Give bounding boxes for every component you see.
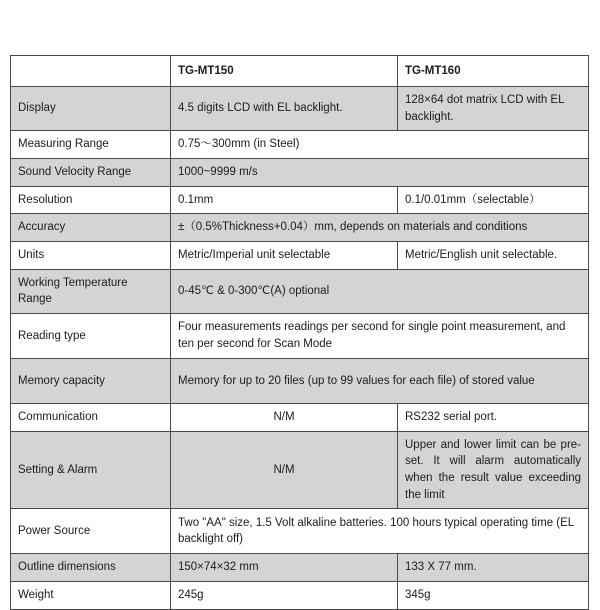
table-row xyxy=(11,159,589,187)
row-label: Units xyxy=(11,242,171,270)
table-row xyxy=(11,242,589,270)
table-row xyxy=(11,582,589,610)
row-value-model-b: 345g xyxy=(398,582,589,610)
row-value-model-b: Upper and lower limit can be pre-set. It will alarm automatically when the result value exceeding the limit xyxy=(398,431,589,509)
row-value-both-models: Four measurements readings per second for single point measurement, and ten per second for Scan Mode xyxy=(171,314,589,359)
table-row xyxy=(11,214,589,242)
row-value-model-a: 150×74×32 mm xyxy=(171,554,398,582)
row-value-model-a: 4.5 digits LCD with EL backlight. xyxy=(171,87,398,131)
row-value-model-b: 0.1/0.01mm（selectable） xyxy=(398,186,589,214)
row-label: Accuracy xyxy=(11,214,171,242)
table-row xyxy=(11,314,589,359)
row-value-model-b: Metric/English unit selectable. xyxy=(398,242,589,270)
row-label: Power Source xyxy=(11,509,171,554)
row-value-both-models: 0-45℃ & 0-300℃(A) optional xyxy=(171,269,589,313)
table-row xyxy=(11,554,589,582)
row-label: Outline dimensions xyxy=(11,554,171,582)
row-value-model-b: 133 X 77 mm. xyxy=(398,554,589,582)
row-value-both-models: 1000~9999 m/s xyxy=(171,159,589,187)
specification-table xyxy=(10,55,589,610)
row-label: Reading type xyxy=(11,314,171,359)
row-label: Resolution xyxy=(11,186,171,214)
column-header-label xyxy=(11,56,171,87)
row-value-model-a: Metric/Imperial unit selectable xyxy=(171,242,398,270)
column-header-model-a: TG-MT150 xyxy=(171,56,398,87)
table-row xyxy=(11,269,589,313)
row-label: Working Temperature Range xyxy=(11,269,171,313)
row-value-model-a: 245g xyxy=(171,582,398,610)
row-value-model-a: N/M xyxy=(171,404,398,432)
row-label: Weight xyxy=(11,582,171,610)
row-label: Communication xyxy=(11,404,171,432)
table-row xyxy=(11,431,589,509)
row-value-model-a: N/M xyxy=(171,431,398,509)
table-row xyxy=(11,509,589,554)
row-value-both-models: 0.75～300mm (in Steel) xyxy=(171,131,589,159)
column-header-model-b: TG-MT160 xyxy=(398,56,589,87)
row-label: Sound Velocity Range xyxy=(11,159,171,187)
row-label: Measuring Range xyxy=(11,131,171,159)
table-row xyxy=(11,404,589,432)
row-value-model-a: 0.1mm xyxy=(171,186,398,214)
table-row xyxy=(11,87,589,131)
table-row xyxy=(11,359,589,404)
table-row xyxy=(11,186,589,214)
table-header-row xyxy=(11,56,589,87)
specification-table-container xyxy=(10,55,588,610)
row-label: Display xyxy=(11,87,171,131)
row-value-both-models: Memory for up to 20 files (up to 99 values for each file) of stored value xyxy=(171,359,589,404)
row-label: Setting & Alarm xyxy=(11,431,171,509)
row-value-model-b: 128×64 dot matrix LCD with EL backlight. xyxy=(398,87,589,131)
row-label: Memory capacity xyxy=(11,359,171,404)
row-value-both-models: ±（0.5%Thickness+0.04）mm, depends on materials and conditions xyxy=(171,214,589,242)
row-value-both-models: Two "AA" size, 1.5 Volt alkaline batteries. 100 hours typical operating time (EL backlight off) xyxy=(171,509,589,554)
table-row xyxy=(11,131,589,159)
row-value-model-b: RS232 serial port. xyxy=(398,404,589,432)
